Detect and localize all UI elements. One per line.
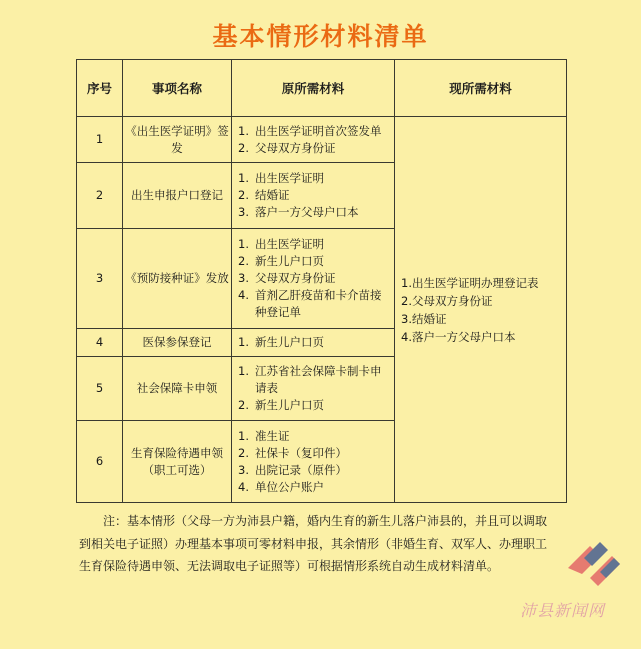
current-material-item: 1.出生医学证明办理登记表 <box>401 275 539 290</box>
row-item-name: 出生申报户口登记 <box>123 163 232 229</box>
row-item-name: 《出生医学证明》签发 <box>123 117 232 163</box>
list-item: 4. 首剂乙肝疫苗和卡介苗接种登记单 <box>238 288 382 319</box>
list-item: 3. 落户一方父母户口本 <box>238 205 359 219</box>
news-logo-icon <box>560 528 628 596</box>
row-index: 2 <box>77 163 123 229</box>
row-index: 1 <box>77 117 123 163</box>
row-materials <box>232 163 395 229</box>
row-index: 4 <box>77 329 123 357</box>
page-title: 基本情形材料清单 <box>212 22 429 51</box>
row-item-name: 社会保障卡申领 <box>123 357 232 421</box>
list-item: 2. 社保卡（复印件） <box>238 445 347 460</box>
row-item-name: 医保参保登记 <box>123 329 232 357</box>
row-index: 5 <box>77 357 123 421</box>
header-current-materials: 现所需材料 <box>395 60 567 117</box>
header-original-materials: 原所需材料 <box>232 60 395 117</box>
list-item: 1. 出生医学证明首次签发单 <box>238 123 382 138</box>
row-materials <box>232 229 395 329</box>
list-item: 1. 江苏省社会保障卡制卡申请表 <box>238 364 382 395</box>
current-materials-cell <box>395 117 567 503</box>
row-index: 6 <box>77 421 123 503</box>
row-materials <box>232 117 395 163</box>
watermark: 沛县新闻网 <box>520 601 606 620</box>
list-item: 4. 单位公户账户 <box>238 479 324 494</box>
list-item: 1. 新生儿户口页 <box>238 335 324 349</box>
materials-table <box>76 59 567 503</box>
header-item-name: 事项名称 <box>123 60 232 117</box>
current-material-item: 2.父母双方身份证 <box>401 293 493 308</box>
footnote: 注：基本情形（父母一方为沛县户籍，婚内生育的新生儿落户沛县的，并且可以调取到相关电子证照）办理基本事项可零材料申报，其余情形（非婚生育、双军人、办理职工生育保险待遇申领、无法调取电子证照等）可根据情形系统自动生成材料清单。 <box>79 514 548 573</box>
list-item: 1. 出生医学证明 <box>238 237 324 251</box>
row-item-name: 《预防接种证》发放 <box>123 229 232 329</box>
row-materials <box>232 421 395 503</box>
list-item: 3. 父母双方身份证 <box>238 271 336 285</box>
list-item: 1. 出生医学证明 <box>238 171 324 185</box>
row-materials <box>232 357 395 421</box>
table-row <box>77 117 567 163</box>
list-item: 2. 新生儿户口页 <box>238 398 324 412</box>
header-index: 序号 <box>77 60 123 117</box>
current-material-item: 4.落户一方父母户口本 <box>401 329 516 344</box>
list-item: 2. 父母双方身份证 <box>238 140 336 155</box>
row-index: 3 <box>77 229 123 329</box>
list-item: 2. 结婚证 <box>238 188 290 202</box>
row-item-name: 生育保险待遇申领（职工可选） <box>123 421 232 503</box>
list-item: 2. 新生儿户口页 <box>238 254 324 268</box>
current-material-item: 3.结婚证 <box>401 311 447 326</box>
list-item: 3. 出院记录（原件） <box>238 462 347 477</box>
row-materials <box>232 329 395 357</box>
table-header-row <box>77 60 567 117</box>
list-item: 1. 准生证 <box>238 428 290 443</box>
